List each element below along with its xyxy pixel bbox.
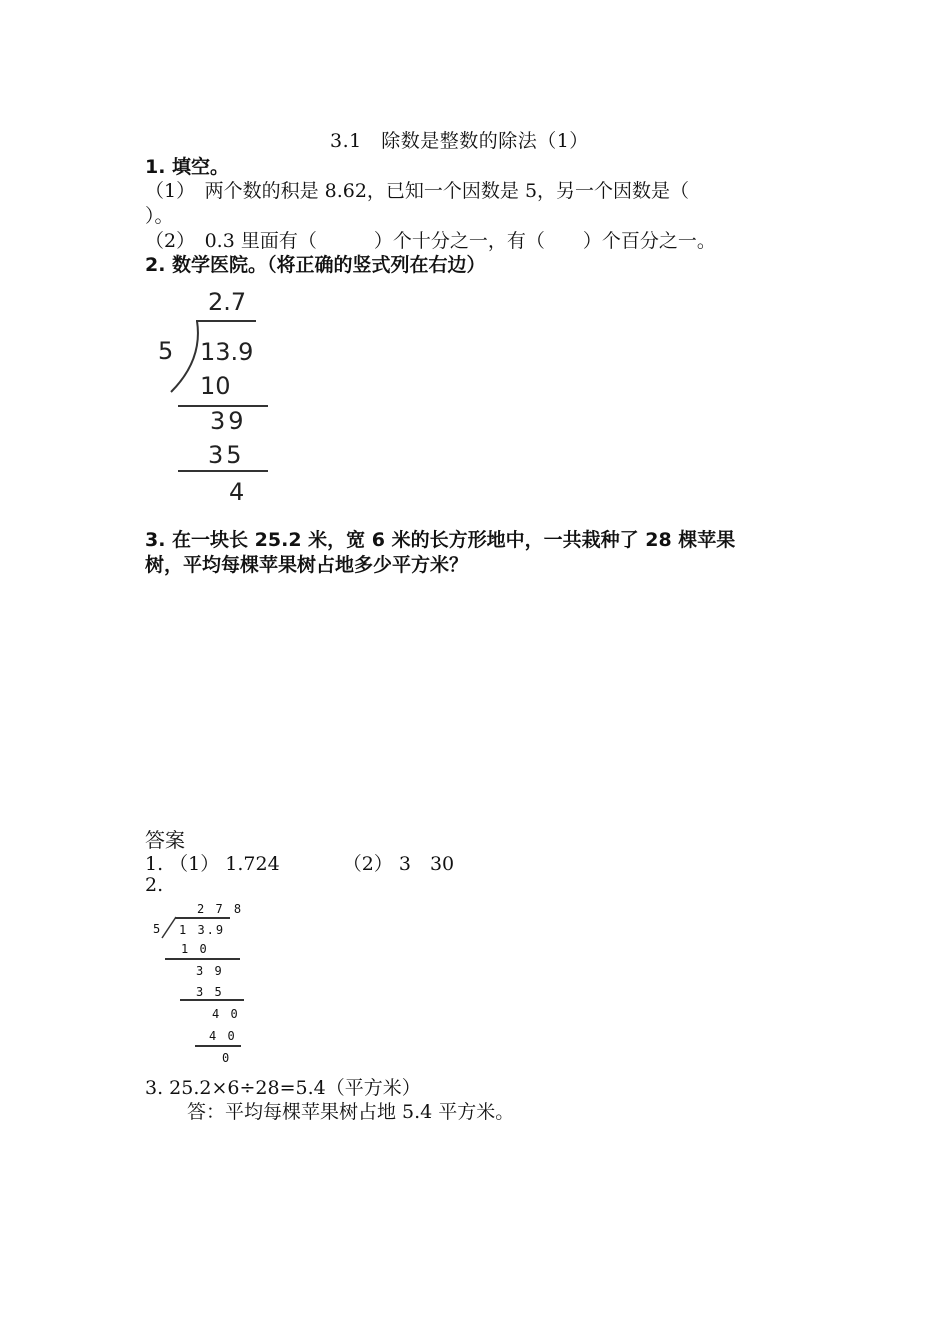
q2-heading: 2. 数学医院。（将正确的竖式列在右边） [145, 254, 486, 276]
wrong-step1: 10 [200, 372, 231, 400]
page-title: 3.1 除数是整数的除法（1） [330, 130, 589, 152]
q1-item1-line1: （1） 两个数的积是 8.62，已知一个因数是 5，另一个因数是（ [145, 180, 690, 202]
correct-division-bar [175, 917, 230, 919]
correct-quotient: 2 7 8 [197, 902, 244, 916]
correct-step4: 4 0 [212, 1007, 240, 1021]
correct-step1: 1 0 [181, 942, 209, 956]
wrong-rule-2 [178, 470, 268, 472]
correct-step2: 3 9 [196, 964, 224, 978]
q3-line2: 树，平均每棵苹果树占地多少平方米？ [145, 554, 469, 576]
q1-item1-line2: ）。 [145, 205, 174, 227]
q1-heading: 1. 填空。 [145, 156, 230, 178]
wrong-remainder: 4 [229, 478, 245, 506]
answers-heading: 答案 [145, 828, 185, 852]
correct-step5: 4 0 [209, 1029, 237, 1043]
wrong-quotient: 2.7 [208, 288, 247, 316]
answer-3-line1: 3. 25.2×6÷28=5.4（平方米） [145, 1077, 421, 1099]
wrong-division-bar [196, 320, 256, 322]
wrong-divisor: 5 [158, 337, 174, 365]
wrong-step2: 39 [210, 407, 247, 435]
correct-remainder: 0 [222, 1051, 232, 1065]
correct-rule-3 [195, 1045, 241, 1047]
q1-item2: （2） 0.3 里面有（ ）个十分之一，有（ ）个百分之一。 [145, 230, 716, 252]
correct-divisor: 5 [153, 922, 163, 936]
answer-3-line2: 答：平均每棵苹果树占地 5.4 平方米。 [187, 1101, 515, 1123]
answer-1: 1. （1） 1.724 （2） 3 30 [145, 853, 455, 875]
correct-rule-1 [165, 958, 240, 960]
correct-rule-2 [180, 999, 244, 1001]
correct-dividend: 1 3.9 [179, 923, 226, 937]
correct-step3: 3 5 [196, 985, 224, 999]
wrong-dividend: 13.9 [200, 338, 254, 366]
wrong-step3: 35 [208, 441, 245, 469]
q3-line1: 3. 在一块长 25.2 米，宽 6 米的长方形地中，一共栽种了 28 棵苹果 [145, 529, 736, 551]
answer-2-label: 2. [145, 874, 164, 896]
